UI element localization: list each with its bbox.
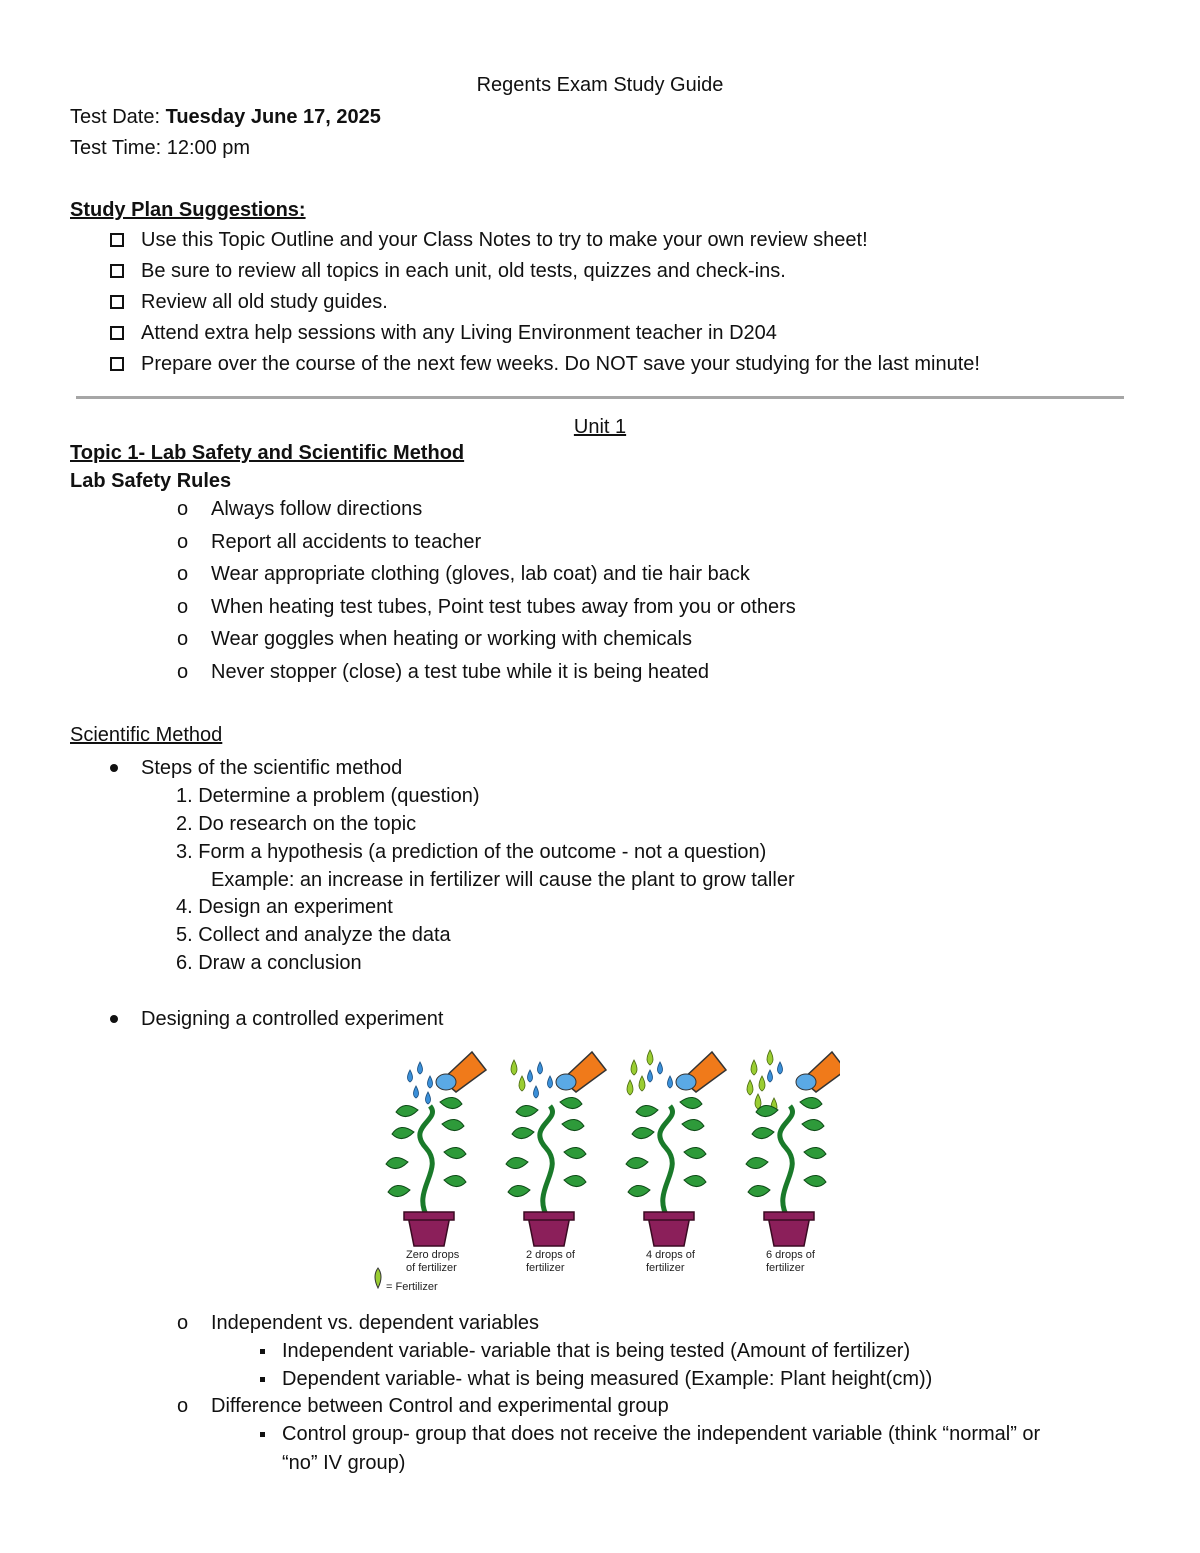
plant-illustration (626, 1050, 726, 1274)
study-plan-item (0, 258, 1200, 284)
controlled-experiment-figure (360, 1040, 840, 1300)
unit-title: Unit 1 (573, 416, 627, 438)
fertilizer-drop-icon (627, 1080, 633, 1095)
scientific-method-heading: Scientific Method (70, 724, 223, 746)
water-drop-icon (426, 1092, 431, 1104)
leaf (392, 1127, 414, 1138)
plant-stem (660, 1106, 673, 1218)
leaf (800, 1097, 822, 1108)
water-drop-icon (408, 1070, 413, 1082)
pot-rim (404, 1212, 454, 1220)
bullet-o-icon: o (177, 498, 189, 520)
test-time-value: 12:00 pm (166, 137, 251, 159)
leaf (560, 1097, 582, 1108)
leaf (444, 1147, 466, 1158)
control-group-text-cont: “no” IV group) (282, 1452, 406, 1474)
bullet-o-icon: o (177, 1395, 189, 1417)
checkbox-icon (110, 326, 124, 340)
plant-caption: fertilizer (646, 1262, 685, 1274)
square-bullet-icon (260, 1377, 265, 1382)
leaf (802, 1119, 824, 1130)
leaf (512, 1127, 534, 1138)
independent-variable: Independent variable- variable that is being tested (Amount of fertilizer) (282, 1340, 911, 1362)
water-drop-icon (528, 1070, 533, 1082)
rule-text: Never stopper (close) a test tube while it is being heated (211, 661, 710, 683)
fertilizer-drop-icon (647, 1050, 653, 1065)
plant-caption: 2 drops of (526, 1249, 575, 1261)
water-drop-icon (534, 1086, 539, 1098)
leaf (516, 1105, 538, 1116)
plant-caption: Zero drops (406, 1249, 460, 1261)
plant-stem (420, 1106, 433, 1218)
leaf (626, 1157, 648, 1168)
fertilizer-drop-icon (759, 1076, 765, 1091)
controlled-experiment-label: Designing a controlled experiment (141, 1008, 444, 1030)
water-drop-icon (648, 1070, 653, 1082)
test-time-label: Test Time: (70, 137, 167, 159)
checkbox-icon (110, 264, 124, 278)
test-date-value: Tuesday June 17, 2025 (165, 106, 381, 128)
leaf (804, 1175, 826, 1186)
bullet-icon (110, 1015, 118, 1023)
bullet-o-icon: o (177, 628, 189, 650)
plant-caption: 6 drops of (766, 1249, 815, 1261)
step-item: 6. Draw a conclusion (176, 952, 362, 974)
fertilizer-drop-icon (755, 1094, 761, 1109)
leaf (680, 1097, 702, 1108)
test-date-label: Test Date: (70, 106, 166, 128)
rule-text: Always follow directions (211, 498, 423, 520)
rule-text: Wear appropriate clothing (gloves, lab coat) and tie hair back (211, 563, 750, 585)
plant-caption: of fertilizer (406, 1262, 457, 1274)
leaf (386, 1157, 408, 1168)
step-item: 3. Form a hypothesis (a prediction of the outcome - not a question) (176, 841, 767, 863)
groups-label: Difference between Control and experimental group (211, 1395, 669, 1417)
control-group-text: Control group- group that does not receive the independent variable (think “normal” or (282, 1423, 1041, 1445)
page-title: Regents Exam Study Guide (476, 74, 724, 96)
study-plan-heading: Study Plan Suggestions: (70, 199, 306, 221)
pot-rim (644, 1212, 694, 1220)
fertilizer-drop-icon (631, 1060, 637, 1075)
leaf (506, 1157, 528, 1168)
fertilizer-drop-icon (519, 1076, 525, 1091)
leaf (564, 1147, 586, 1158)
dependent-variable: Dependent variable- what is being measured (Example: Plant height(cm)) (282, 1368, 933, 1390)
fertilizer-drop-icon (751, 1060, 757, 1075)
plant-caption: fertilizer (766, 1262, 805, 1274)
watering-can-rose (556, 1074, 576, 1090)
leaf (682, 1119, 704, 1130)
rule-text: Wear goggles when heating or working with chemicals (211, 628, 692, 650)
water-drop-icon (414, 1086, 419, 1098)
plant-caption: fertilizer (526, 1262, 565, 1274)
lab-safety-heading: Lab Safety Rules (70, 470, 232, 492)
bullet-o-icon: o (177, 1312, 189, 1334)
leaf (804, 1147, 826, 1158)
study-plan-item (0, 351, 1200, 377)
steps-label: Steps of the scientific method (141, 757, 403, 779)
step-item: 5. Collect and analyze the data (176, 924, 451, 946)
checkbox-icon (110, 233, 124, 247)
topic-heading: Topic 1- Lab Safety and Scientific Method (70, 442, 465, 464)
rule-text: When heating test tubes, Point test tubes away from you or others (211, 596, 796, 618)
pot-rim (524, 1212, 574, 1220)
water-drop-icon (538, 1062, 543, 1074)
leaf (440, 1097, 462, 1108)
fertilizer-drop-icon (511, 1060, 517, 1075)
plant-illustration (386, 1052, 486, 1274)
fertilizer-drop-icon (375, 1268, 381, 1288)
study-plan-item (0, 289, 1200, 315)
leaf (444, 1175, 466, 1186)
variables-label: Independent vs. dependent variables (211, 1312, 540, 1334)
leaf (632, 1127, 654, 1138)
leaf (442, 1119, 464, 1130)
bullet-o-icon: o (177, 596, 189, 618)
study-plan-item-text: Prepare over the course of the next few weeks. Do NOT save your studying for the last minute! (141, 353, 980, 375)
fertilizer-drop-icon (639, 1076, 645, 1091)
study-plan-item (0, 227, 1200, 253)
leaf (684, 1147, 706, 1158)
section-divider (76, 396, 1124, 399)
leaf (746, 1157, 768, 1168)
leaf (684, 1175, 706, 1186)
study-plan-item-text: Use this Topic Outline and your Class Notes to try to make your own review sheet! (141, 229, 868, 251)
test-date (70, 104, 381, 130)
leaf (628, 1185, 650, 1196)
rule-text: Report all accidents to teacher (211, 531, 482, 553)
checkbox-icon (110, 295, 124, 309)
leaf (748, 1185, 770, 1196)
watering-can-rose (796, 1074, 816, 1090)
leaf (564, 1175, 586, 1186)
checkbox-icon (110, 357, 124, 371)
leaf (388, 1185, 410, 1196)
step-item: 1. Determine a problem (question) (176, 785, 480, 807)
step-item: 2. Do research on the topic (176, 813, 417, 835)
bullet-o-icon: o (177, 531, 189, 553)
legend-text: = Fertilizer (386, 1281, 438, 1293)
bullet-o-icon: o (177, 563, 189, 585)
leaf (752, 1127, 774, 1138)
watering-can-rose (676, 1074, 696, 1090)
square-bullet-icon (260, 1432, 265, 1437)
leaf (508, 1185, 530, 1196)
water-drop-icon (418, 1062, 423, 1074)
leaf (562, 1119, 584, 1130)
leaf (396, 1105, 418, 1116)
pot-rim (764, 1212, 814, 1220)
watering-can-rose (436, 1074, 456, 1090)
fertilizer-drop-icon (747, 1080, 753, 1095)
study-plan-item-text: Attend extra help sessions with any Living Environment teacher in D204 (141, 322, 777, 344)
study-plan-item-text: Be sure to review all topics in each unit, old tests, quizzes and check-ins. (141, 260, 786, 282)
bullet-icon (110, 764, 118, 772)
plant-stem (780, 1106, 793, 1218)
water-drop-icon (428, 1076, 433, 1088)
plant-caption: 4 drops of (646, 1249, 695, 1261)
plant-illustration (746, 1050, 840, 1274)
square-bullet-icon (260, 1349, 265, 1354)
fertilizer-drop-icon (767, 1050, 773, 1065)
study-plan-item (0, 320, 1200, 346)
water-drop-icon (768, 1070, 773, 1082)
water-drop-icon (548, 1076, 553, 1088)
bullet-o-icon: o (177, 661, 189, 683)
plant-stem (540, 1106, 553, 1218)
water-drop-icon (658, 1062, 663, 1074)
study-plan-item-text: Review all old study guides. (141, 291, 388, 313)
test-time (70, 135, 250, 161)
water-drop-icon (668, 1076, 673, 1088)
step-example: Example: an increase in fertilizer will cause the plant to grow taller (211, 869, 795, 891)
step-item: 4. Design an experiment (176, 896, 393, 918)
plant-illustration (506, 1052, 606, 1274)
leaf (636, 1105, 658, 1116)
water-drop-icon (778, 1062, 783, 1074)
